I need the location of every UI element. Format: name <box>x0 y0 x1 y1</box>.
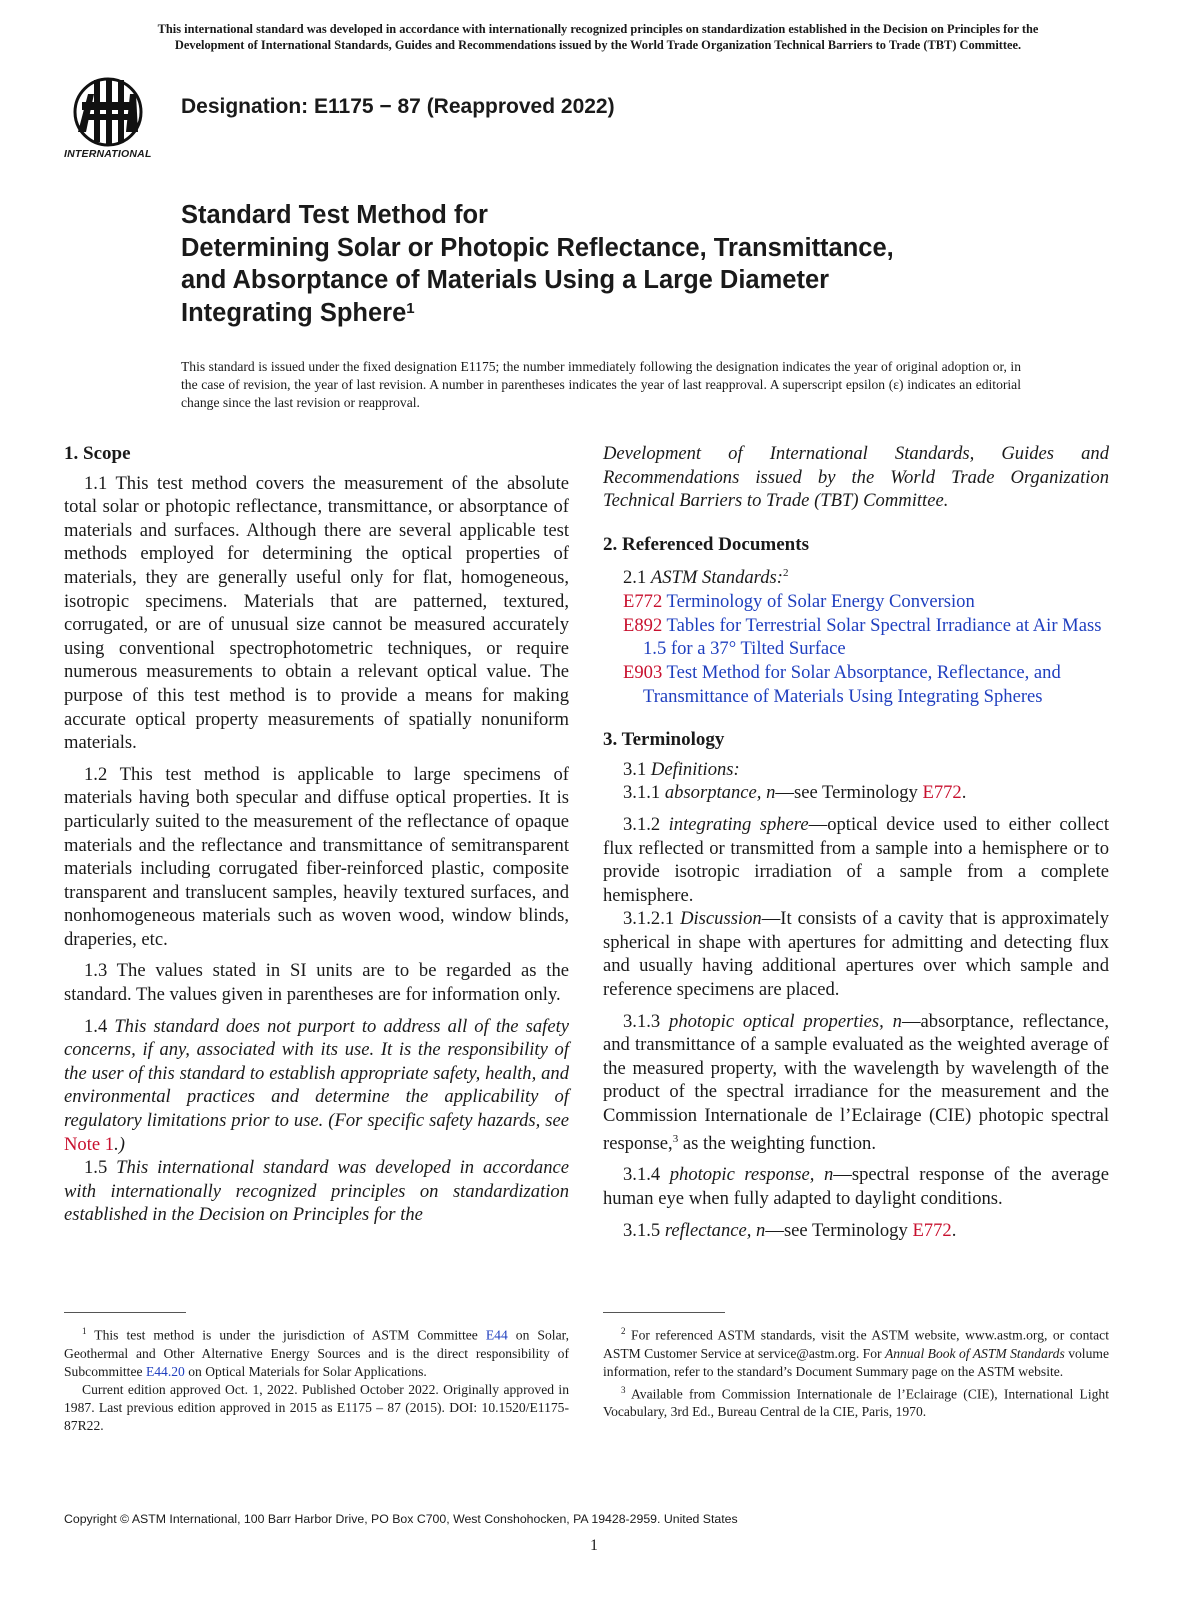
para-1-5-italic: This international standard was developed in accordance with internationally recognized principles on standardization established in the Decision on Principles for the <box>64 1157 570 1226</box>
footnote-rule-left <box>64 1312 186 1313</box>
page-number: 1 <box>590 1537 598 1554</box>
para-3-1-2-1-text: —It consists of a cavity that is approximately spherical in shape with apertures for admitting and detecting flux and usually having additional apertures over which sample and reference specimens are placed. <box>603 908 1109 1001</box>
para-2-1-num: 2.1 <box>623 567 651 589</box>
para-1-5-num: 1.5 <box>84 1157 117 1179</box>
ref-e903-title[interactable]: Test Method for Solar Absorptance, Reflectance, and Transmittance of Materials Using Integrating Spheres <box>643 661 1061 707</box>
para-3-1-5 <box>603 1219 1109 1243</box>
scope-heading: 1. Scope <box>64 443 131 464</box>
footnote-2-italic: Annual Book of ASTM Standards <box>884 1345 1065 1361</box>
footnote-2-mark: 2 <box>621 1326 626 1336</box>
title-line3: and Absorptance of Materials Using a Large Diameter <box>181 266 830 294</box>
footnote-1-mark: 1 <box>82 1326 87 1336</box>
footnote-3-mark: 3 <box>621 1384 626 1395</box>
footnotes-right <box>603 1322 1109 1421</box>
footnote-2-text-b: volume information, refer to the standard’s Document Summary page on the ASTM website. <box>603 1345 1109 1379</box>
e44-20-link[interactable]: E44.20 <box>145 1363 185 1379</box>
title-line4: Integrating Sphere <box>181 298 407 327</box>
para-2-1-sup: 2 <box>782 567 789 580</box>
para-2-1 <box>603 562 1109 590</box>
e772-link-2[interactable]: E772 <box>912 1219 952 1241</box>
para-1-5-cont-italic: Development of International Standards, Guides and Recommendations issued by the World Trade Organization Technical Barriers to Trade (TBT) Committee. <box>603 443 1109 512</box>
right-column <box>603 442 1109 1242</box>
para-3-1-3-num: 3.1.3 <box>623 1010 670 1032</box>
para-3-1-2 <box>603 813 1109 907</box>
para-3-1-2-term: integrating sphere <box>668 813 809 835</box>
top-notice <box>58 21 1138 53</box>
para-3-1-5-end: . <box>951 1219 957 1241</box>
para-3-1-3-end: as the weighting function. <box>678 1132 876 1154</box>
astm-logo-label: INTERNATIONAL <box>64 148 152 160</box>
ref-e772[interactable] <box>603 590 1109 614</box>
title-footnote-mark: 1 <box>406 299 415 317</box>
issued-note: This standard is issued under the fixed designation E1175; the number immediately following the designation indicates the year of original adoption or, in the case of revision, the year of last revision. A number in parentheses indicates the year of last reapproval. A superscript epsilon (ε) indicates an editorial change since the last revision or reapproval. <box>181 359 1021 410</box>
ref-e892-title[interactable]: Tables for Terrestrial Solar Spectral Irradiance at Air Mass 1.5 for a 37° Tilted Surface <box>643 614 1102 660</box>
para-3-1 <box>603 758 1109 782</box>
para-3-1-2-1 <box>603 907 1109 1001</box>
footnotes-left <box>64 1322 569 1435</box>
terminology-heading: 3. Terminology <box>603 729 725 751</box>
title-line2: Determining Solar or Photopic Reflectance, Transmittance, <box>181 233 894 262</box>
para-1-5 <box>64 1156 569 1227</box>
para-3-1-1-end: . <box>961 782 967 804</box>
para-3-1-1-term: absorptance, n <box>664 782 776 804</box>
footnote-1-text-a: This test method is under the jurisdiction of ASTM Committee <box>86 1327 486 1343</box>
e44-link[interactable]: E44 <box>485 1327 508 1343</box>
para-3-1-3 <box>603 1010 1109 1156</box>
designation: Designation: E1175 − 87 (Reapproved 2022) <box>181 95 615 118</box>
para-1-4-italic: This standard does not purport to address all of the safety concerns, if any, associated with its use. It is the responsibility of the user of this standard to establish appropriate safety, health, and environmental practices and determine the applicability of regulatory limitations prior to use. <box>64 1015 570 1132</box>
e772-link-1[interactable]: E772 <box>922 782 962 804</box>
para-3-1-num: 3.1 <box>623 758 651 780</box>
para-3-1-5-text: —see Terminology <box>765 1219 913 1241</box>
para-3-1-3-sup: 3 <box>672 1132 679 1145</box>
para-3-1-4-num: 3.1.4 <box>623 1164 670 1186</box>
ref-e892[interactable] <box>603 614 1109 661</box>
copyright: Copyright © ASTM International, 100 Barr Harbor Drive, PO Box C700, West Conshohocken, PA 19428-2959. United States <box>64 1512 738 1526</box>
para-3-1-2-1-term: Discussion <box>680 908 762 930</box>
para-1-4-end: .) <box>114 1133 125 1155</box>
para-3-1-1-num: 3.1.1 <box>623 782 665 804</box>
ref-e903[interactable] <box>603 661 1109 708</box>
footnote-3 <box>603 1381 1109 1422</box>
top-notice-line1: This international standard was developed in accordance with internationally recognized principles on standardization established in the Decision on Principles for the <box>157 22 1039 36</box>
ref-e772-title[interactable]: Terminology of Solar Energy Conversion <box>662 591 975 613</box>
para-1-3: 1.3 The values stated in SI units are to be regarded as the standard. The values given in parentheses are for information only. <box>64 960 569 1006</box>
ref-e772-code[interactable]: E772 <box>623 591 663 613</box>
top-notice-line2: Development of International Standards, Guides and Recommendations issued by the World Trade Organization Technical Barriers to Trade (TBT) Committee. <box>174 38 1022 52</box>
footnote-3-text: Available from Commission Internationale de l’Eclairage (CIE), International Light Vocabulary, 3rd Ed., Bureau Central de la CIE, Paris, 1970. <box>603 1386 1109 1420</box>
ref-e903-code[interactable]: E903 <box>623 661 663 683</box>
note-1-link[interactable]: Note 1 <box>64 1133 115 1155</box>
para-3-1-3-term: photopic optical properties, n <box>669 1010 902 1032</box>
para-3-1-3-text: —absorptance, reflectance, and transmittance of a sample evaluated as the weighted average of the measured property, with the wavelength by wavelength of the product of the spectral irradiance for the measurement and the Commission Internationale de l’Eclairage (CIE) photopic spectral response, <box>603 1010 1109 1154</box>
para-3-1-5-term: reflectance, n <box>664 1219 766 1241</box>
para-1-4-tail: (For specific safety hazards, see <box>323 1110 569 1132</box>
para-3-1-2-text: —optical device used to either collect flux reflected or transmitted from a sample into a hemisphere or to provide isotropic irradiation of a sample from a complete hemisphere. <box>603 813 1109 906</box>
document-title <box>181 199 1081 329</box>
para-3-1-1 <box>603 781 1109 805</box>
para-3-1-5-num: 3.1.5 <box>623 1219 665 1241</box>
title-line1: Standard Test Method for <box>181 201 488 229</box>
footnote-2-text-a: For referenced ASTM standards, visit the ASTM website, www.astm.org, or contact ASTM Customer Service at service@astm.org. For <box>603 1327 1109 1361</box>
para-1-4 <box>64 1015 569 1157</box>
para-2-1-italic: ASTM Standards: <box>650 567 783 589</box>
para-1-4-num: 1.4 <box>84 1015 115 1037</box>
astm-logo <box>64 74 174 166</box>
para-3-1-4 <box>603 1163 1109 1210</box>
footnote-1-edition: Current edition approved Oct. 1, 2022. Published October 2022. Originally approved in 1987. Last previous edition approved in 2015 as E1175 – 87 (2015). DOI: 10.1520/E1175-87R22. <box>64 1381 569 1433</box>
footnote-1-text-c: on Optical Materials for Solar Applications. <box>184 1363 427 1379</box>
refdocs-heading: 2. Referenced Documents <box>603 533 809 555</box>
left-column <box>64 442 569 1227</box>
ref-e892-code[interactable]: E892 <box>623 614 663 636</box>
para-3-1-1-text: —see Terminology <box>775 782 923 804</box>
para-3-1-4-term: photopic response, n <box>669 1164 834 1186</box>
footnote-rule-right <box>603 1312 725 1313</box>
para-3-1-2-num: 3.1.2 <box>623 813 669 835</box>
footnote-1 <box>64 1322 569 1381</box>
footnote-2 <box>603 1322 1109 1381</box>
para-3-1-italic: Definitions: <box>650 758 740 780</box>
para-1-1: 1.1 This test method covers the measurement of the absolute total solar or photopic reflectance, transmittance, or absorptance of materials and surfaces. Although there are several applicable test methods employed for determining the optical properties of materials, they are generally useful only for flat, homogeneous, isotropic specimens. Materials that are patterned, textured, corrugated, or are of unusual size cannot be measured accurately using conventional spectrophotometric techniques, or require numerous measurements to obtain a relevant optical value. The purpose of this test method is to provide a means for making accurate optical property measurements of spatially nonuniform materials. <box>64 472 569 754</box>
footnote-1-text-b: on Solar, Geothermal and Other Alternative Energy Sources and is the direct responsibility of Subcommittee <box>64 1327 569 1379</box>
para-3-1-2-1-num: 3.1.2.1 <box>623 908 681 930</box>
para-1-5-cont <box>603 442 1109 513</box>
para-1-2: 1.2 This test method is applicable to large specimens of materials having both specular and diffuse optical properties. It is particularly suited to the measurement of the reflectance of opaque materials and the reflectance and transmittance of semitransparent materials including corrugated fiber-reinforced plastic, composite transparent and translucent samples, heavily textured surfaces, and nonhomogeneous materials such as woven wood, window blinds, draperies, etc. <box>64 763 569 950</box>
para-3-1-4-text: —spectral response of the average human eye when fully adapted to daylight conditions. <box>603 1164 1109 1209</box>
